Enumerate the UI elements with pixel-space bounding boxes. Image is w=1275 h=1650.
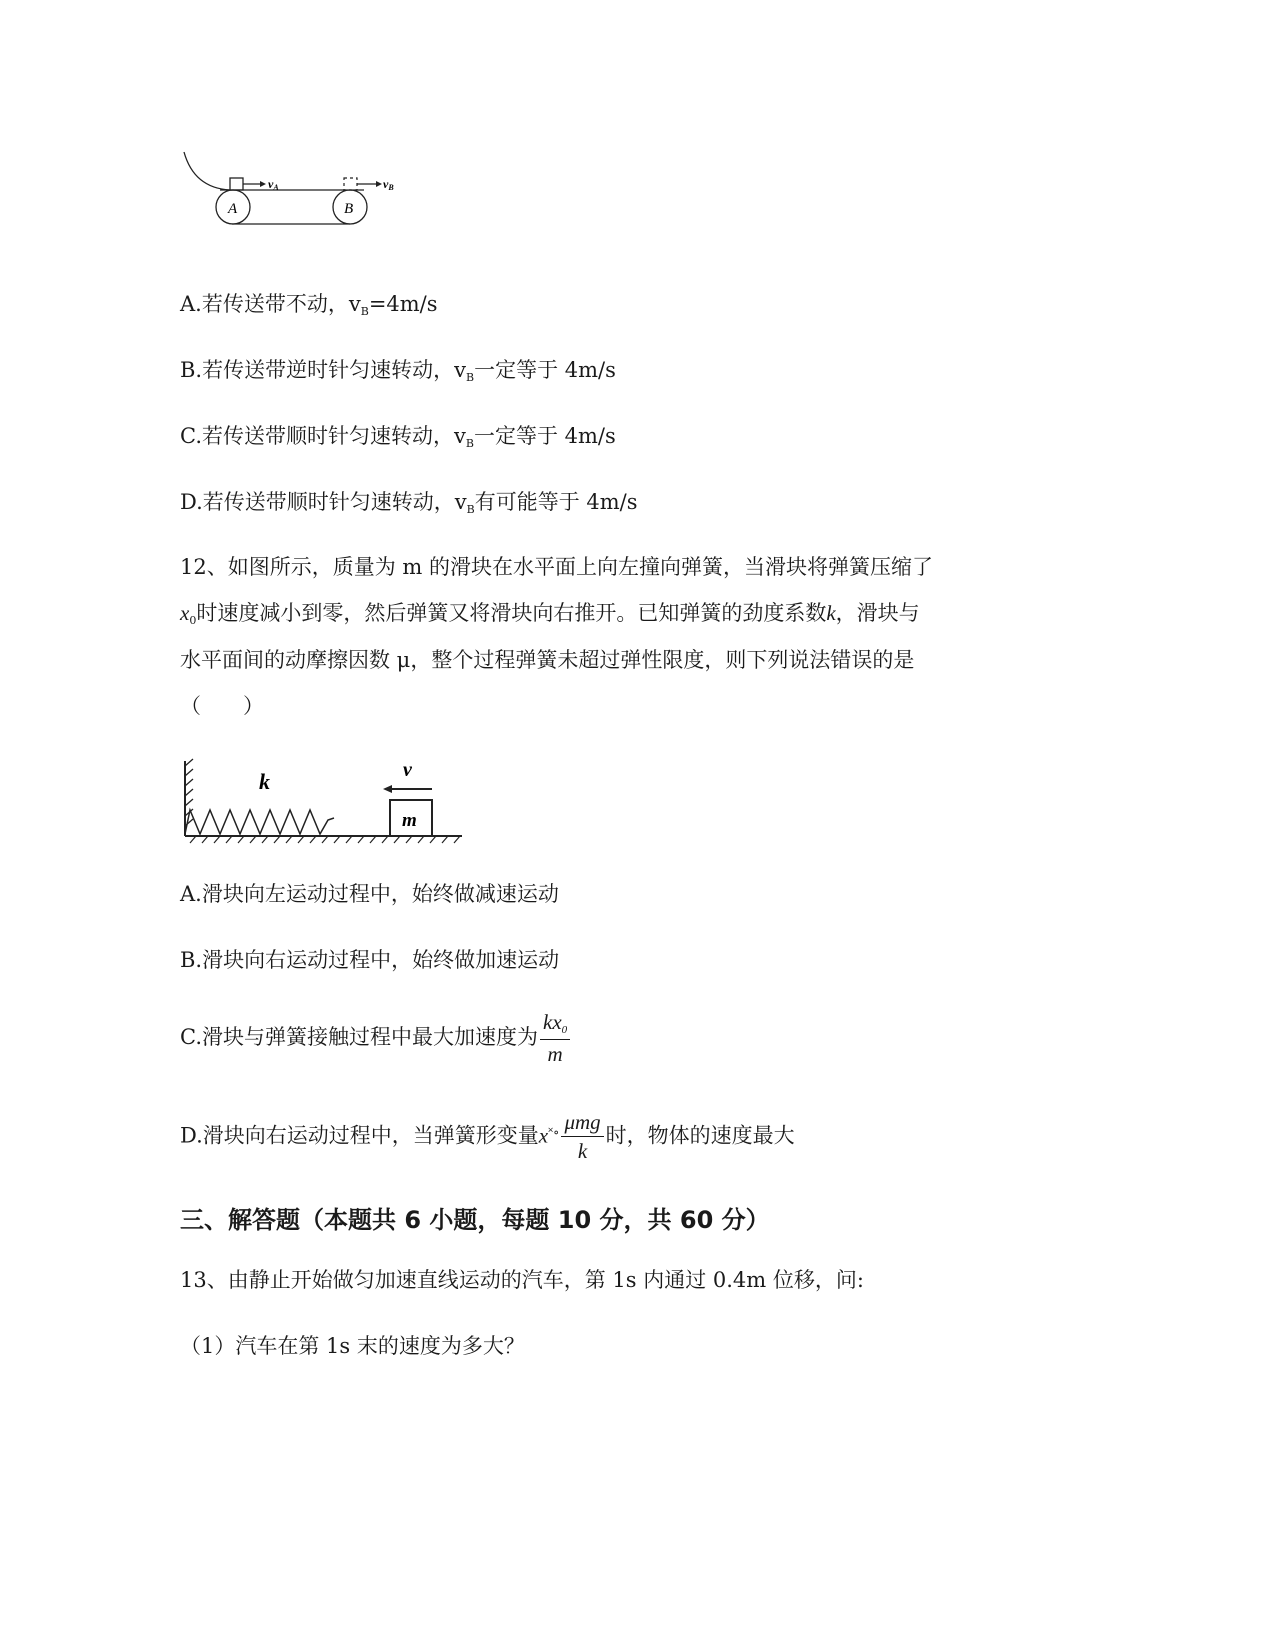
q13-subquestion-1: （1）汽车在第 1s 末的速度为多大？ (180, 1334, 525, 1358)
q13-stem: 13、由静止开始做匀加速直线运动的汽车，第 1s 内通过 0.4m 位移，问: (180, 1268, 864, 1292)
section-3-heading: 三、解答题（本题共 6 小题，每题 10 分，共 60 分） (180, 1206, 770, 1234)
deformation-fraction: $\frac{\text{μmg}}{k}$ (561, 1112, 603, 1162)
spring (185, 810, 334, 834)
block-a (230, 178, 243, 190)
q12-stem-line4: （ ） (180, 694, 264, 718)
velocity-a-label: vA (268, 177, 279, 192)
mass-label: m (402, 810, 417, 831)
q11-option-a: A.若传送带不动，$v_B=4m/s$ (180, 292, 438, 318)
q11-option-b: B.若传送带逆时针匀速转动，$v_B$一定等于 4m/s (180, 358, 616, 384)
block-b (344, 178, 357, 190)
q12-stem-line2: $x_0$时速度减小到零，然后弹簧又将滑块向右推开。已知弹簧的劲度系数k，滑块与 (180, 601, 920, 627)
spring-block-figure (180, 756, 465, 846)
velocity-label: v (403, 759, 412, 781)
velocity-b-label: vB (383, 177, 394, 192)
q12-option-b: B.滑块向右运动过程中，始终做加速运动 (180, 948, 560, 972)
pulley-b-label: B (344, 201, 354, 217)
q12-stem-line1: 12、如图所示，质量为 m 的滑块在水平面上向左撞向弹簧，当滑块将弹簧压缩了 (180, 555, 933, 579)
pulley-a-label: A (228, 201, 238, 217)
q12-stem-line3: 水平面间的动摩擦因数 μ，整个过程弹簧未超过弹性限度，则下列说法错误的是 (180, 648, 915, 672)
conveyor-belt-figure (180, 148, 410, 230)
q12-option-c: C.滑块与弹簧接触过程中最大加速度为 $\frac{kx_0}{m}$ (180, 1012, 572, 1065)
q12-option-a: A.滑块向左运动过程中，始终做减速运动 (180, 882, 559, 906)
q12-option-d: D.滑块向右运动过程中，当弹簧形变量x˟∘ $\frac{\text{μmg}}{k}$ 时，物体的速度最大 (180, 1110, 795, 1163)
q11-option-d: D.若传送带顺时针匀速转动，$v_B$有可能等于 4m/s (180, 490, 638, 516)
max-acceleration-fraction: $\frac{kx_0}{m}$ (540, 1012, 570, 1065)
spring-constant-label: k (259, 769, 270, 794)
q11-option-c: C.若传送带顺时针匀速转动，$v_B$一定等于 4m/s (180, 424, 616, 450)
